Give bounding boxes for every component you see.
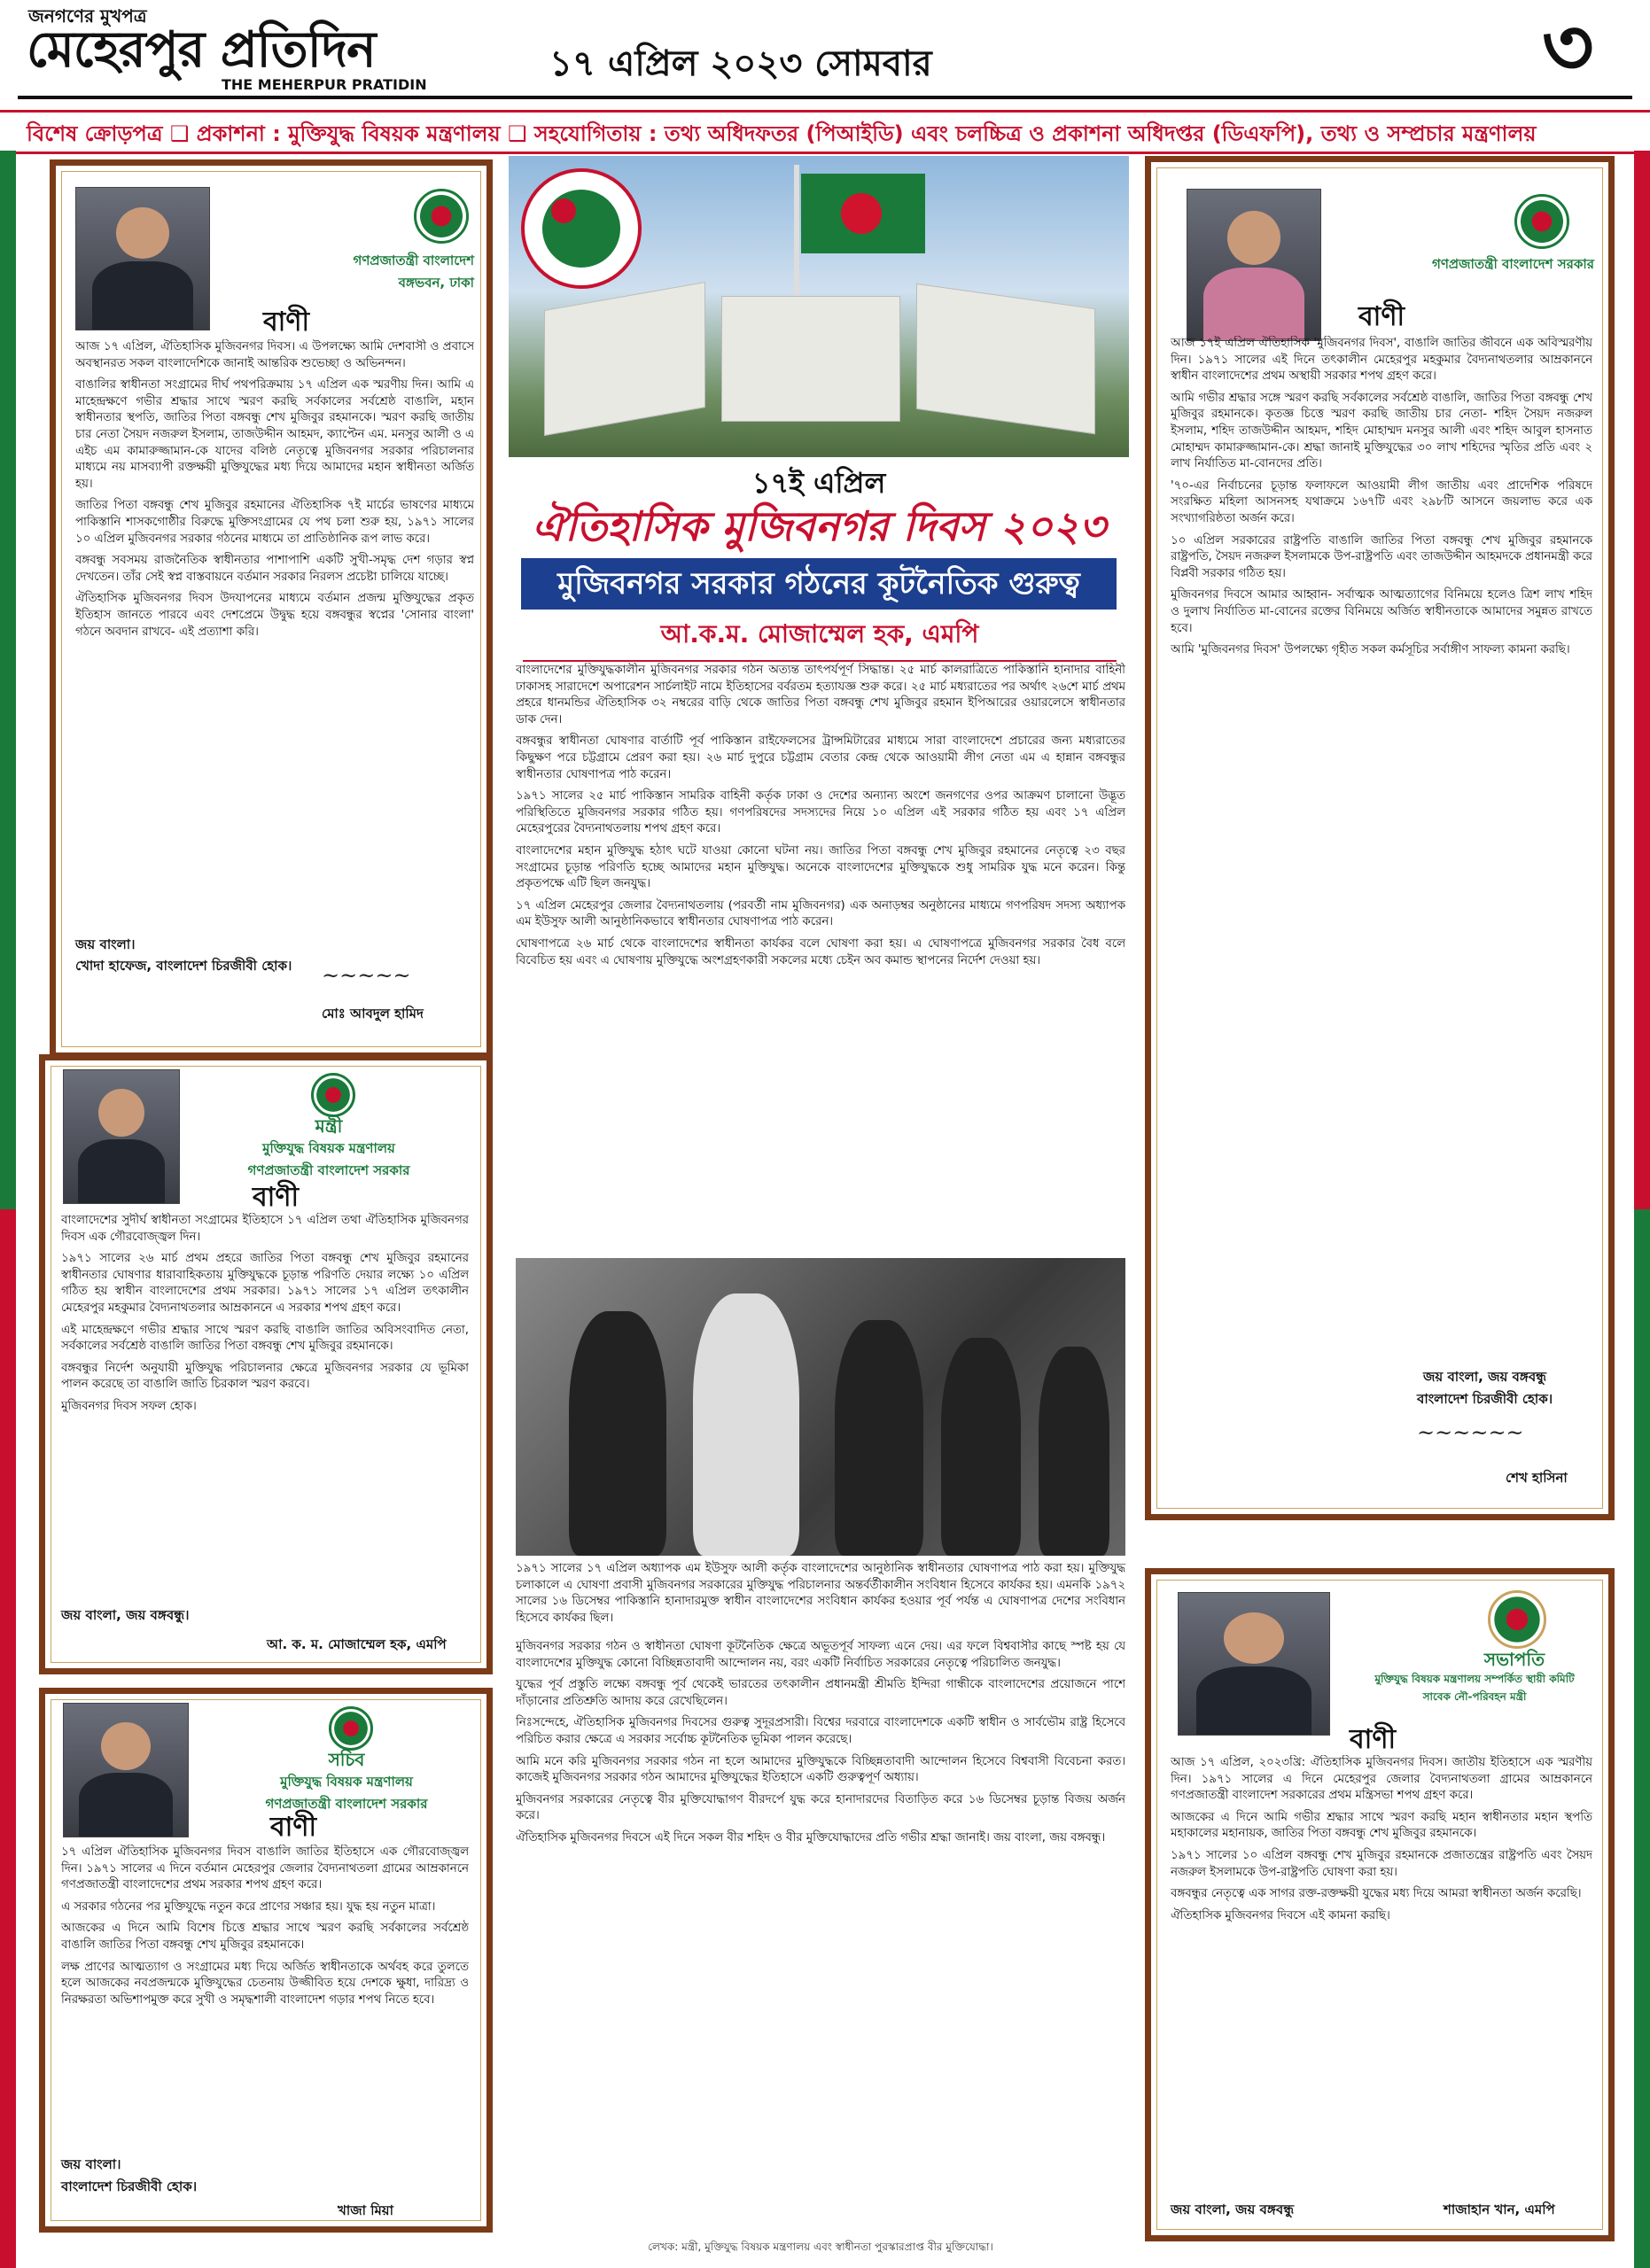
message-heading: বাণী xyxy=(269,1812,317,1843)
paragraph: মুজিবনগর সরকার গঠন ও স্বাধীনতা ঘোষণা কূটনৈতিক ক্ষেত্রে অভূতপূর্ব সাফল্য এনে দেয়। এর ফলে বিশ্ববাসীর কাছে স্পষ্ট হয় যে বাংলাদেশের মুক্তিযুদ্ধ কোনো বিচ্ছিন্নতাবাদী আন্দোলন নয়, বরং একটি নির্বাচিত সরকারের নেতৃত্বে পরিচালিত জনযুদ্ধ। xyxy=(516,1640,1125,1670)
supplement-banner xyxy=(0,110,1650,154)
president-message-body xyxy=(75,339,474,924)
awami-league-emblem-icon xyxy=(1488,1590,1546,1649)
paragraph: '৭০-এর নির্বাচনের চূড়ান্ত ফলাফলে আওয়ামী লীগ জাতীয় এবং প্রাদেশিক পরিষদে সংরক্ষিত মহিলা আসনসহ যথাক্রমে ১৬৭টি এবং ২৯৮টি আসনে জয়লাভ করে এক সংখ্যাগরিষ্ঠতা অর্জন করে। xyxy=(1171,478,1592,525)
feature-headline: ঐতিহাসিক মুজিবনগর দিবস ২০২৩ xyxy=(532,502,1106,550)
paragraph: বাংলাদেশের সুদীর্ঘ স্বাধীনতা সংগ্রামের ইতিহাসে ১৭ এপ্রিল তথা ঐতিহাসিক মুজিবনগর দিবস এক গৌরবোজ্জ্বল দিন। xyxy=(61,1214,469,1244)
closing-line: জয় বাংলা। বাংলাদেশ চিরজীবী হোক। xyxy=(61,2156,198,2194)
paragraph: আজকের এ দিনে আমি বিশেষ চিত্তে শ্রদ্ধার সাথে স্মরণ করছি সর্বকালের সর্বশ্রেষ্ঠ বাঙালি জাতির পিতা বঙ্গবন্ধু শেখ মুজিবুর রহমানকে। xyxy=(61,1922,469,1952)
prime-minister-message-panel xyxy=(1145,156,1615,1520)
chairman-photo xyxy=(1178,1592,1330,1736)
prime-minister-photo xyxy=(1187,189,1321,341)
secretary-role: সচিব xyxy=(328,1749,365,1770)
paragraph: বঙ্গবন্ধুর নেতৃত্বে এক সাগর রক্ত-রক্তক্ষয়ী যুদ্ধের মধ্য দিয়ে আমরা স্বাধীনতা অর্জন করেছি। xyxy=(1171,1887,1582,1901)
closing-line: খোদা হাফেজ, বাংলাদেশ চিরজীবী হোক। xyxy=(75,958,292,974)
feature-subhead: মুজিবনগর সরকার গঠনের কূটনৈতিক গুরুত্ব xyxy=(521,558,1117,610)
feature-date: ১৭ই এপ্রিল xyxy=(751,466,886,500)
feature-body-top xyxy=(516,663,1125,1251)
pm-office: গণপ্রজাতন্ত্রী বাংলাদেশ সরকার xyxy=(1432,256,1594,272)
message-heading: বাণী xyxy=(1349,1724,1397,1755)
message-heading: বাণী xyxy=(262,307,310,338)
minister-message-body xyxy=(61,1213,469,1594)
liberation-war-photo xyxy=(516,1258,1125,1556)
secretary-photo xyxy=(63,1703,189,1837)
paragraph: ১৯৭১ সালের ২৬ মার্চ প্রথম প্রহরে জাতির পিতা বঙ্গবন্ধু শেখ মুজিবুর রহমানের স্বাধীনতার ঘোষণার ধারাবাহিকতায় মুক্তিযুদ্ধকে চূড়ান্ত পরিণতি দেয়ার লক্ষ্যে ১০ এপ্রিল গঠিত হয় স্বাধীন বাংলাদেশের প্রথম সরকার। ১৯৭১ সালের ১৭ এপ্রিল তৎকালীন মেহেরপুর মহকুমার বৈদ্যনাথতলার আম্রকাননে এ সরকার শপথ গ্রহণ করে। xyxy=(61,1252,469,1315)
masthead-tagline: জনগণের মুখপত্র xyxy=(28,5,147,27)
paragraph: ১০ এপ্রিল সরকারের রাষ্ট্রপতি বাঙালি জাতির পিতা বঙ্গবন্ধু শেখ মুজিবুর রহমানকে রাষ্ট্রপতি, সৈয়দ নজরুল ইসলামকে উপ-রাষ্ট্রপতি এবং তাজউদ্দীন আহমদকে প্রধানমন্ত্রী করে বিপ্লবী সরকার গঠিত হয়। xyxy=(1171,533,1592,580)
signature-mark: ~~~~~ xyxy=(322,963,411,988)
war-photo-caption: ১৯৭১ সালের ১৭ এপ্রিল অধ্যাপক এম ইউসুফ আলী কর্তৃক বাংলাদেশের আনুষ্ঠানিক স্বাধীনতার ঘোষণাপত্র পাঠ করা হয়। মুক্তিযুদ্ধ চলাকালে এ ঘোষণা প্রবাসী মুজিবনগর সরকারের মুক্তিযুদ্ধ পরিচালনার অন্তর্বর্তীকালীন সংবিধান হিসেবে কার্যকর হয়। এমনকি ১৯৭২ সালের ১৬ ডিসেম্বর পাকিস্তানি হানাদারমুক্ত স্বাধীন বাংলাদেশের সংবিধান কার্যকর হওয়ার পূর্ব পর্যন্ত এ ঘোষণাপত্র দেশের সংবিধান হিসেবে কার্যকর ছিল। xyxy=(516,1562,1125,1625)
minister-ministry: মুক্তিযুদ্ধ বিষয়ক মন্ত্রণালয় গণপ্রজাতন্ত্রী বাংলাদেশ সরকার xyxy=(247,1140,410,1178)
president-office: গণপ্রজাতন্ত্রী বাংলাদেশ বঙ্গভবন, ঢাকা xyxy=(353,252,474,291)
mujibnagar-memorial-photo xyxy=(509,156,1129,457)
paragraph: এ সরকার গঠনের পর মুক্তিযুদ্ধে নতুন করে প্রাণের সঞ্চার হয়। যুদ্ধ হয় নতুন মাত্রা। xyxy=(61,1899,436,1914)
paragraph: ঐতিহাসিক মুজিবনগর দিবসে এই দিনে সকল বীর শহিদ ও বীর মুক্তিযোদ্ধাদের প্রতি গভীর শ্রদ্ধা জানাই। জয় বাংলা, জয় বঙ্গবন্ধু। xyxy=(516,1830,1106,1845)
paragraph: মুজিবনগর দিবসে আমার আহ্বান- সর্বাত্মক আত্মত্যাগের বিনিময়ে হলেও ত্রিশ লাখ শহিদ ও দুলাখ নির্যাতিত মা-বোনের রক্তের বিনিময়ে অর্জিত স্বাধীনতাকে আমাদের সমুন্নত রাখতে হবে। xyxy=(1171,588,1592,635)
minister-role: মন্ত্রী xyxy=(315,1115,343,1137)
page-number: ৩ xyxy=(1542,1,1594,94)
minister-message-panel xyxy=(39,1054,493,1674)
govt-emblem-icon xyxy=(1514,194,1569,249)
president-photo xyxy=(75,187,210,330)
paragraph: ঘোষণাপত্রে ২৬ মার্চ থেকে বাংলাদেশের স্বাধীনতা কার্যকর বলে ঘোষণা করা হয়। এ ঘোষণাপত্রে মুজিবনগর সরকার বৈধ বলে বিবেচিত হয় এবং এ ঘোষণায় মুক্তিযুদ্ধে অংশগ্রহণকারী সকলের মধ্যে চেইন অব কমান্ড স্থাপনের নির্দেশ দেওয়া হয়। xyxy=(516,936,1125,967)
closing-line: জয় বাংলা, জয় বঙ্গবন্ধু xyxy=(1171,2202,1295,2218)
chairman-message-body xyxy=(1171,1755,1592,2154)
paragraph: ১৯৭১ সালের ১০ এপ্রিল বঙ্গবন্ধু শেখ মুজিবুর রহমানকে প্রজাতন্ত্রের রাষ্ট্রপতি এবং সৈয়দ নজরুল ইসলামকে উপ-রাষ্ট্রপতি ঘোষণা করা হয়। xyxy=(1171,1848,1592,1879)
secretary-ministry: মুক্তিযুদ্ধ বিষয়ক মন্ত্রণালয় গণপ্রজাতন্ত্রী বাংলাদেশ সরকার xyxy=(265,1774,428,1812)
paragraph: বাংলাদেশের মুক্তিযুদ্ধকালীন মুজিবনগর সরকার গঠন অত্যন্ত তাৎপর্যপূর্ণ সিদ্ধান্ত। ২৫ মার্চ কালরাত্রিতে পাকিস্তানি হানাদার বাহিনী ঢাকাসহ সারাদেশে অপারেশন সার্চলাইট নামে ইতিহাসের বর্বরতম হত্যাযজ্ঞ শুরু করে। ২৫ মার্চ মধ্যরাতের পর অর্থাৎ ২৬শে মার্চ প্রথম প্রহরে ধানমন্ডির ঐতিহাসিক ৩২ নম্বরের বাড়ি থেকে জাতির পিতা বঙ্গবন্ধু শেখ মুজিবুর রহমান ইপিআরের ওয়ারলেসে স্বাধীনতার ডাক দেন। xyxy=(516,664,1125,726)
memorial-wall xyxy=(544,282,705,436)
chairman-message-panel xyxy=(1145,1568,1615,2241)
paragraph: লক্ষ প্রাণের আত্মত্যাগ ও সংগ্রামের মধ্য দিয়ে অর্জিত স্বাধীনতাকে অর্থবহ করে তুলতে হলে আজকের নবপ্রজন্মকে মুক্তিযুদ্ধের চেতনায় উজ্জীবিত হয়ে দেশকে ক্ষুধা, দারিদ্র্য ও নিরক্ষরতা অভিশাপমুক্ত করে সুখী ও সমৃদ্ধশালী বাংলাদেশ গড়ার শপথ নিতে হবে। xyxy=(61,1960,469,2007)
paragraph: আজ ১৭ এপ্রিল, ঐতিহাসিক মুজিবনগর দিবস। এ উপলক্ষ্যে আমি দেশবাসী ও প্রবাসে অবস্থানরত সকল বাংলাদেশিকে জানাই আন্তরিক শুভেচ্ছা ও অভিনন্দন। xyxy=(75,340,474,370)
paragraph: বঙ্গবন্ধুর নির্দেশ অনুযায়ী মুক্তিযুদ্ধ পরিচালনার ক্ষেত্রে মুজিবনগর সরকার যে ভূমিকা পালন করেছে তা বাঙালি জাতি চিরকাল স্মরণ করবে। xyxy=(61,1361,469,1392)
closing-line: জয় বাংলা, জয় বঙ্গবন্ধু বাংলাদেশ চিরজীবী হোক। xyxy=(1417,1369,1553,1407)
paragraph: ১৯৭১ সালের ২৫ মার্চ পাকিস্তান সামরিক বাহিনী কর্তৃক ঢাকা ও দেশের অন্যান্য অংশে জনগণের ওপর আক্রমণ চালানো উদ্ভূত পরিস্থিতিতে মুজিবনগর সরকার গঠিত হয়। গণপরিষদের সদস্যদের নিয়ে ১০ এপ্রিল এই সরকার গঠিত হয় এবং ১৭ এপ্রিল মেহেরপুরের বৈদ্যনাথতলায় শপথ গ্রহণ করে। xyxy=(516,789,1125,836)
paragraph: আমি গভীর শ্রদ্ধার সঙ্গে স্মরণ করছি সর্বকালের সর্বশ্রেষ্ঠ বাঙালি, জাতির পিতা বঙ্গবন্ধু শেখ মুজিবুর রহমানকে। কৃতজ্ঞ চিত্তে স্মরণ করছি জাতীয় চার নেতা- শহিদ সৈয়দ নজরুল ইসলাম, শহিদ তাজউদ্দীন আহমদ, শহিদ মোহাম্মদ মনসুর আলী এবং শহিদ আবুল হাসনাত মোহাম্মদ কামারুজ্জামান-কে। শ্রদ্ধা জানাই মুক্তিযুদ্ধের ৩০ লাখ শহিদের স্মৃতির প্রতি এবং ২ লাখ নির্যাতিত মা-বোনদের প্রতি। xyxy=(1171,391,1592,471)
signatory-name: খাজা মিয়া xyxy=(338,2202,393,2218)
feature-body-bottom xyxy=(516,1639,1125,2233)
paragraph: ঐতিহাসিক মুজিবনগর দিবসে এই কামনা করছি। xyxy=(1171,1908,1390,1922)
message-heading: বাণী xyxy=(252,1182,300,1213)
govt-emblem-icon xyxy=(311,1073,355,1117)
paragraph: বাঙালির স্বাধীনতা সংগ্রামের দীর্ঘ পথপরিক্রমায় ১৭ এপ্রিল এক স্মরণীয় দিন। আমি এ মাহেন্দ্রক্ষণে গভীর শ্রদ্ধার সাথে স্মরণ করছি সর্বকালের সর্বশ্রেষ্ঠ বাঙালি, মহান স্বাধীনতার স্থপতি, জাতির পিতা বঙ্গবন্ধু শেখ মুজিবুর রহমানকে। স্মরণ করছি জাতীয় চার নেতা সৈয়দ নজরুল ইসলাম, তাজউদ্দীন আহমদ, ক্যাপ্টেন এম. মনসুর আলী ও এ এইচ এম কামারুজ্জামান-কে যাদের বলিষ্ঠ নেতৃত্বে মুজিবনগর সরকার পরিচালনার মাধ্যমে নয় মাসব্যাপী রক্তক্ষয়ী মুক্তিযুদ্ধের মধ্য দিয়ে আমাদের মহান স্বাধীনতা অর্জিত হয়। xyxy=(75,378,474,491)
minister-photo xyxy=(63,1069,180,1204)
right-border-stripe xyxy=(1634,151,1650,2268)
chairman-role: সভাপতি xyxy=(1483,1649,1545,1670)
govt-emblem-icon xyxy=(329,1706,373,1751)
memorial-wall xyxy=(916,284,1095,434)
paragraph: আজ ১৭ এপ্রিল, ২০২৩খ্রি: ঐতিহাসিক মুজিবনগর দিবস। জাতীয় ইতিহাসে এক স্মরণীয় দিন। ১৯৭১ সালের এ দিনে মেহেরপুর জেলার বৈদ্যনাথতলা গ্রামের আম্রকাননে গণপ্রজাতন্ত্রী বাংলাদেশ সরকারের প্রথম মন্ত্রিসভা শপথ গ্রহণ করে। xyxy=(1171,1756,1592,1803)
paragraph: জাতির পিতা বঙ্গবন্ধু শেখ মুজিবুর রহমানের ঐতিহাসিক ৭ই মার্চের ভাষণের মাধ্যমে পাকিস্তানি শাসকগোষ্ঠীর বিরুদ্ধে মুক্তিসংগ্রামের যে পথ চলা শুরু হয়, ১৯৭১ সালের ১০ এপ্রিল মুজিবনগর সরকার গঠনের মাধ্যমে তা প্রাতিষ্ঠানিক রূপ লাভ করে। xyxy=(75,499,474,546)
issue-date: ১৭ এপ্রিল ২০২৩ সোমবার xyxy=(549,43,932,84)
mujibnagar-logo-icon xyxy=(521,168,642,289)
secretary-message-panel xyxy=(39,1688,493,2233)
bangladesh-flag-icon xyxy=(801,174,925,253)
message-heading: বাণী xyxy=(1358,301,1405,332)
signatory-name: শাজাহান খান, এমপি xyxy=(1444,2202,1555,2218)
feature-author: আ.ক.ম. মোজাম্মেল হক, এমপি xyxy=(523,615,1117,662)
masthead xyxy=(0,0,1650,106)
paragraph: নিঃসন্দেহে, ঐতিহাসিক মুজিবনগর দিবসের গুরুত্ব সুদূরপ্রসারী। বিশ্বের দরবারে বাংলাদেশকে একটি স্বাধীন ও সার্বভৌম রাষ্ট্র হিসেবে পরিচিত করার ক্ষেত্রে এ সরকার সর্বোচ্চ কূটনৈতিক ভূমিকা পালন করেছে। xyxy=(516,1716,1125,1746)
signatory-name: মোঃ আবদুল হামিদ xyxy=(322,1006,424,1021)
newspaper-title-english: THE MEHERPUR PRATIDIN xyxy=(222,76,427,93)
closing-line: জয় বাংলা। xyxy=(75,936,136,952)
paragraph: মুজিবনগর সরকারের নেতৃত্বে বীর মুক্তিযোদ্ধাগণ বীরদর্পে যুদ্ধ করে হানাদারদের বিতাড়িত করে ১৬ ডিসেম্বর চূড়ান্ত বিজয় অর্জন করে। xyxy=(516,1792,1125,1823)
paragraph: বাংলাদেশের মহান মুক্তিযুদ্ধ হঠাৎ ঘটে যাওয়া কোনো ঘটনা নয়। জাতির পিতা বঙ্গবন্ধু শেখ মুজিবুর রহমানের নেতৃত্বে ২৩ বছর সংগ্রামের চূড়ান্ত পরিণতি হচ্ছে আমাদের মহান মুক্তিযুদ্ধ। অনেকে বাংলাদেশের মুক্তিযুদ্ধকে শুধু সামরিক যুদ্ধ মনে করেন। কিন্তু প্রকৃতপক্ষে এটি ছিল জনযুদ্ধ। xyxy=(516,843,1125,891)
author-footnote: লেখক: মন্ত্রী, মুক্তিযুদ্ধ বিষয়ক মন্ত্রণালয় এবং স্বাধীনতা পুরস্কারপ্রাপ্ত বীর মুক্তিযোদ্ধা। xyxy=(648,2241,993,2253)
paragraph: এই মাহেন্দ্রক্ষণে গভীর শ্রদ্ধার সাথে স্মরণ করছি বাঙালি জাতির অবিসংবাদিত নেতা, সর্বকালের সর্বশ্রেষ্ঠ বাঙালি জাতির পিতা বঙ্গবন্ধু শেখ মুজিবুর রহমানকে। xyxy=(61,1323,469,1354)
chairman-committee: মুক্তিযুদ্ধ বিষয়ক মন্ত্রণালয় সম্পর্কিত স্থায়ী কমিটি সাবেক নৌ-পরিবহন মন্ত্রী xyxy=(1374,1673,1575,1703)
signatory-name: শেখ হাসিনা xyxy=(1506,1470,1568,1486)
paragraph: আমি মনে করি মুজিবনগর সরকার গঠন না হলে আমাদের মুক্তিযুদ্ধকে বিচ্ছিন্নতাবাদী আন্দোলন হিসেবে বিশ্ববাসী বিবেচনা করত। কাজেই মুজিবনগর সরকার গঠন আমাদের মুক্তিযুদ্ধের ইতিহাসে একটি গুরুত্বপূর্ণ অধ্যায়। xyxy=(516,1754,1125,1785)
paragraph: আমি 'মুজিবনগর দিবস' উপলক্ষ্যে গৃহীত সকল কর্মসূচির সর্বাঙ্গীণ সাফল্য কামনা করছি। xyxy=(1171,643,1570,657)
paragraph: ঐতিহাসিক মুজিবনগর দিবস উদযাপনের মাধ্যমে বর্তমান প্রজন্ম মুক্তিযুদ্ধের প্রকৃত ইতিহাস জানতে পারবে এবং দেশপ্রেমে উদ্বুদ্ধ হয়ে বঙ্গবন্ধুর স্বপ্নের 'সোনার বাংলা' গঠনে অবদান রাখবে- এই প্রত্যাশা করি। xyxy=(75,592,474,639)
closing-line: জয় বাংলা, জয় বঙ্গবন্ধু। xyxy=(61,1607,190,1623)
masthead-rule xyxy=(18,96,1632,99)
newspaper-title: মেহেরপুর প্রতিদিন xyxy=(27,20,376,79)
bangladesh-emblem-icon xyxy=(414,189,469,244)
secretary-message-body xyxy=(61,1845,469,2146)
paragraph: মুজিবনগর দিবস সফল হোক। xyxy=(61,1399,197,1413)
paragraph: আজ ১৭ই এপ্রিল ঐতিহাসিক 'মুজিবনগর দিবস', বাঙালি জাতির জীবনে এক অবিস্মরণীয় দিন। ১৯৭১ সালের এই দিনে তৎকালীন মেহেরপুর মহকুমার বৈদ্যনাথতলার আম্রকাননে স্বাধীন বাংলাদেশের প্রথম অস্থায়ী সরকার শপথ গ্রহণ করে। xyxy=(1171,337,1592,384)
supplement-banner-text: বিশেষ ক্রোড়পত্র ❑ প্রকাশনা : মুক্তিযুদ্ধ বিষয়ক মন্ত্রণালয় ❑ সহযোগিতায় : তথ্য অধিদফতর (পিআইডি) এবং চলচ্চিত্র ও প্রকাশনা অধিদপ্তর (ডিএফপি), তথ্য ও সম্প্রচার মন্ত্রণালয় xyxy=(27,121,1537,146)
pm-message-body xyxy=(1171,336,1592,1355)
paragraph: আজকের এ দিনে আমি গভীর শ্রদ্ধার সাথে স্মরণ করছি মহান স্বাধীনতার মহান স্থপতি মহাকালের মহানায়ক, জাতির পিতা বঙ্গবন্ধু শেখ মুজিবুর রহমানকে। xyxy=(1171,1810,1592,1841)
signature-mark: ~~~~~~ xyxy=(1417,1420,1524,1445)
signatory-name: আ. ক. ম. মোজাম্মেল হক, এমপি xyxy=(267,1636,447,1652)
memorial-wall xyxy=(721,296,900,422)
left-border-stripe xyxy=(0,151,16,2268)
paragraph: ১৭ এপ্রিল মেহেরপুর জেলার বৈদ্যনাথতলায় (পরবর্তী নাম মুজিবনগর) এক অনাড়ম্বর অনুষ্ঠানের মাধ্যমে গণপরিষদ সদস্য অধ্যাপক এম ইউসুফ আলী আনুষ্ঠানিকভাবে স্বাধীনতার ঘোষণাপত্র পাঠ করেন। xyxy=(516,898,1125,929)
paragraph: বঙ্গবন্ধুর স্বাধীনতা ঘোষণার বার্তাটি পূর্ব পাকিস্তান রাইফেলসের ট্রান্সমিটারের মাধ্যমে সারা বাংলাদেশে প্রচারের জন্য মধ্যরাতের কিছুক্ষণ পরে চট্টগ্রামে প্রেরণ করা হয়। ২৬ মার্চ দুপুরে চট্টগ্রাম বেতার কেন্দ্র থেকে আওয়ামী লীগ নেতা এম এ হান্নান বঙ্গবন্ধুর স্বাধীনতার ঘোষণাপত্র পাঠ করেন। xyxy=(516,734,1125,781)
paragraph: যুদ্ধের পূর্ব প্রস্তুতি লক্ষ্যে বঙ্গবন্ধু পূর্ব থেকেই ভারতের তৎকালীন প্রধানমন্ত্রী শ্রীমতি ইন্দিরা গান্ধীকে বাংলাদেশের প্রয়োজনে পাশে দাঁড়ানোর প্রতিশ্রুতি আদায় করে রেখেছিলেন। xyxy=(516,1678,1125,1708)
paragraph: বঙ্গবন্ধু সবসময় রাজনৈতিক স্বাধীনতার পাশাপাশি একটি সুখী-সমৃদ্ধ দেশ গড়ার স্বপ্ন দেখতেন। তাঁর সেই স্বপ্ন বাস্তবায়নে বর্তমান সরকার নিরলস প্রচেষ্টা চালিয়ে যাচ্ছে। xyxy=(75,554,474,584)
paragraph: ১৭ এপ্রিল ঐতিহাসিক মুজিবনগর দিবস বাঙালি জাতির ইতিহাসে এক গৌরবোজ্জ্বল দিন। ১৯৭১ সালের এ দিনে বর্তমান মেহেরপুর জেলার বৈদ্যনাথতলা গ্রামের আম্রকাননে গণপ্রজাতন্ত্রী বাংলাদেশের প্রথম সরকার শপথ গ্রহণ করে। xyxy=(61,1845,469,1892)
president-message-panel xyxy=(50,159,493,1059)
